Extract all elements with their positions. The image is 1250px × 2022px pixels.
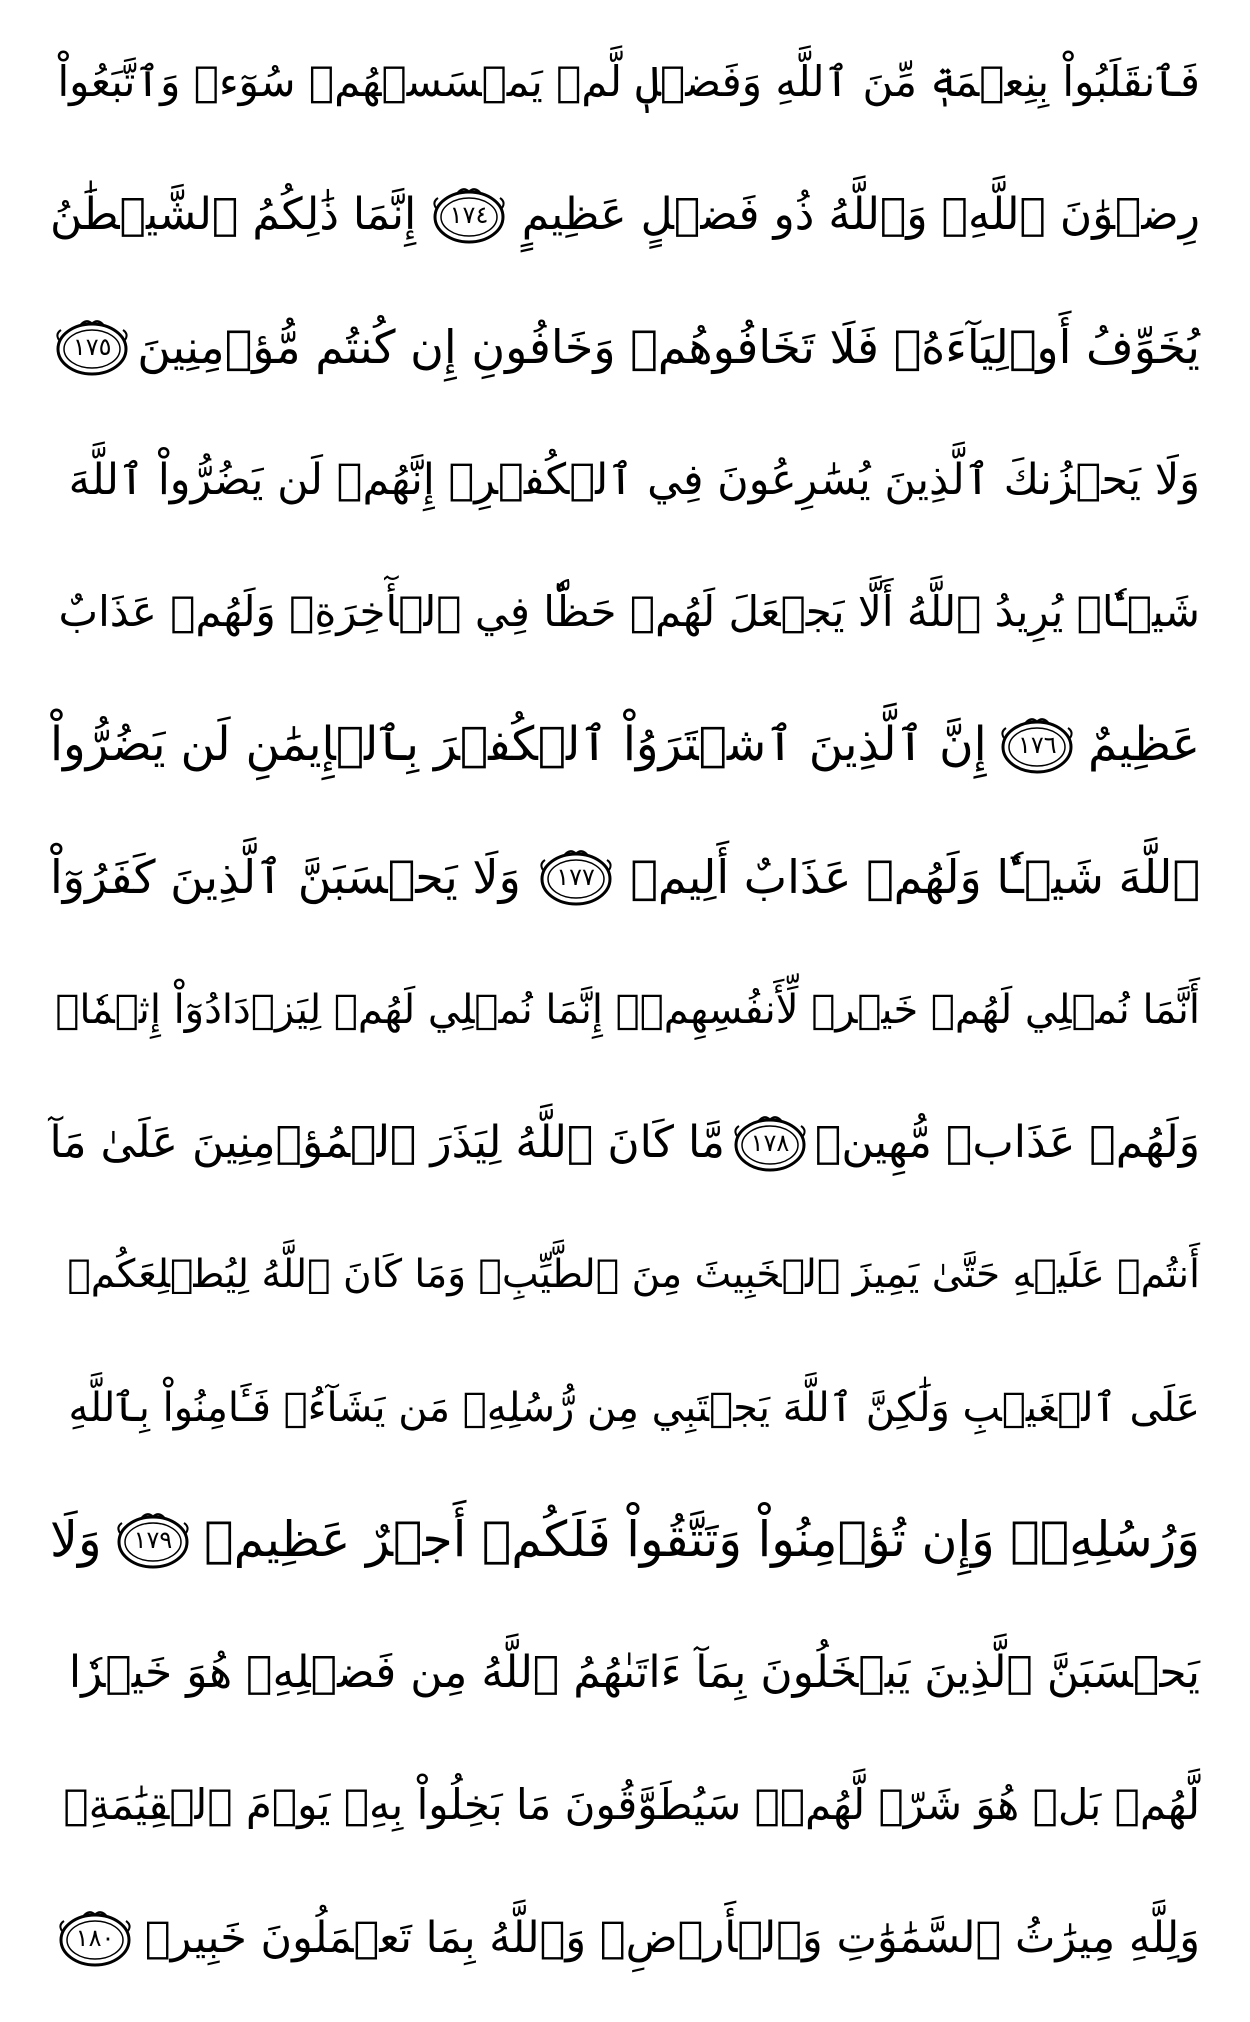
- verse-text: أَنتُمۡ عَلَيۡهِ حَتَّىٰ يَمِيزَ ٱلۡخَبِيثَ مِنَ ٱلطَّيِّبِۗ وَمَا كَانَ ٱللَّهُ لِيُطۡلِعَكُمۡ: [67, 1252, 1200, 1298]
- verse-line: [50, 1346, 1200, 1470]
- verse-text: مَّا كَانَ ٱللَّهُ لِيَذَرَ ٱلۡمُؤۡمِنِينَ عَلَىٰ مَآ: [49, 1116, 725, 1168]
- verse-text: ٱللَّهَ شَيۡـٔٗا وَلَهُمۡ عَذَابٌ أَلِيمٞ: [630, 850, 1200, 905]
- verse-line: [50, 1611, 1200, 1735]
- verse-text: وَرُسُلِهِۦۚ وَإِن تُؤۡمِنُواْ وَتَتَّقُواْ فَلَكُمۡ أَجۡرٌ عَظِيمٞ: [204, 1511, 1200, 1569]
- verse-line: [50, 153, 1200, 277]
- verse-text: يُخَوِّفُ أَوۡلِيَآءَهُۥ فَلَا تَخَافُوهُمۡ وَخَافُونِ إِن كُنتُم مُّؤۡمِنِينَ: [137, 320, 1200, 375]
- verse-text: فَٱنقَلَبُواْ بِنِعۡمَةٖ مِّنَ ٱللَّهِ وَفَضۡلٖ لَّمۡ يَمۡسَسۡهُمۡ سُوٓءٞ وَٱتَّبَعُواْ: [57, 57, 1200, 106]
- verse-text: عَظِيمٌ: [1087, 716, 1200, 772]
- verse-text: إِنَّمَا ذَٰلِكُمُ ٱلشَّيۡطَٰنُ: [50, 188, 417, 240]
- verse-line: [50, 948, 1200, 1072]
- verse-text: لَّهُمۖ بَلۡ هُوَ شَرّٞ لَّهُمۡۖ سَيُطَوَّقُونَ مَا بَخِلُواْ بِهِۦ يَوۡمَ ٱلۡقِيَٰمَةِۗ: [63, 1780, 1200, 1830]
- verse-lines: [50, 20, 1200, 2000]
- verse-text: عَلَى ٱلۡغَيۡبِ وَلَٰكِنَّ ٱللَّهَ يَجۡتَبِي مِن رُّسُلِهِۦ مَن يَشَآءُۖ فَـَٔامِنُواْ بِٱللَّهِ: [68, 1384, 1200, 1431]
- verse-text: وَلِلَّهِ مِيرَٰثُ ٱلسَّمَٰوَٰتِ وَٱلۡأَرۡضِۗ وَٱللَّهُ بِمَا تَعۡمَلُونَ خَبِيرٞ: [144, 1912, 1200, 1963]
- verse-line: [50, 418, 1200, 542]
- verse-text: رِضۡوَٰنَ ٱللَّهِۗ وَٱللَّهُ ذُو فَضۡلٍ عَظِيمٍ: [521, 188, 1200, 240]
- ayah-number: ١٧٤: [449, 200, 489, 229]
- verse-line: [50, 1213, 1200, 1337]
- verse-text: وَلَهُمۡ عَذَابٞ مُّهِينٞ: [814, 1116, 1200, 1168]
- verse-line: [50, 1081, 1200, 1205]
- ayah-marker: [430, 184, 508, 246]
- ayah-number: ١٧٩: [133, 1526, 173, 1555]
- ayah-marker: [114, 1509, 192, 1571]
- ayah-number: ١٧٦: [1017, 730, 1057, 759]
- ayah-number: ١٨٠: [75, 1923, 115, 1952]
- ayah-marker: [998, 714, 1076, 776]
- verse-text: إِنَّ ٱلَّذِينَ ٱشۡتَرَوُاْ ٱلۡكُفۡرَ بِٱلۡإِيمَٰنِ لَن يَضُرُّواْ: [50, 716, 987, 772]
- verse-line: [50, 1876, 1200, 2000]
- verse-line: [50, 1478, 1200, 1602]
- verse-text: يَحۡسَبَنَّ ٱلَّذِينَ يَبۡخَلُونَ بِمَآ ءَاتَىٰهُمُ ٱللَّهُ مِن فَضۡلِهِۦ هُوَ خَيۡرٗا: [68, 1646, 1200, 1698]
- verse-line: [50, 815, 1200, 939]
- verse-line: [50, 683, 1200, 807]
- ayah-number: ١٧٨: [750, 1128, 790, 1157]
- verse-line: [50, 20, 1200, 144]
- ayah-number: ١٧٥: [72, 333, 112, 362]
- verse-text: شَيۡـٔٗاۗ يُرِيدُ ٱللَّهُ أَلَّا يَجۡعَلَ لَهُمۡ حَظّٗا فِي ٱلۡأٓخِرَةِۖ وَلَهُمۡ عَذَابٌ: [58, 587, 1200, 637]
- ayah-marker: [56, 1907, 134, 1969]
- verse-text: وَلَا يَحۡسَبَنَّ ٱلَّذِينَ كَفَرُوٓاْ: [50, 850, 521, 905]
- ayah-marker: [53, 316, 131, 378]
- verse-text: أَنَّمَا نُمۡلِي لَهُمۡ خَيۡرٞ لِّأَنفُسِهِمۡۚ إِنَّمَا نُمۡلِي لَهُمۡ لِيَزۡدَادُوٓاْ إِثۡمٗاۖ: [55, 986, 1200, 1033]
- verse-line: [50, 550, 1200, 674]
- ayah-marker: [537, 846, 615, 908]
- ayah-marker: [731, 1112, 809, 1174]
- verse-text: وَلَا يَحۡزُنكَ ٱلَّذِينَ يُسَٰرِعُونَ فِي ٱلۡكُفۡرِۚ إِنَّهُمۡ لَن يَضُرُّواْ ٱللَّهَ: [68, 454, 1200, 505]
- verse-line: [50, 1743, 1200, 1867]
- verse-text: وَلَا: [50, 1511, 102, 1569]
- verse-line: [50, 285, 1200, 409]
- ayah-number: ١٧٧: [556, 863, 595, 892]
